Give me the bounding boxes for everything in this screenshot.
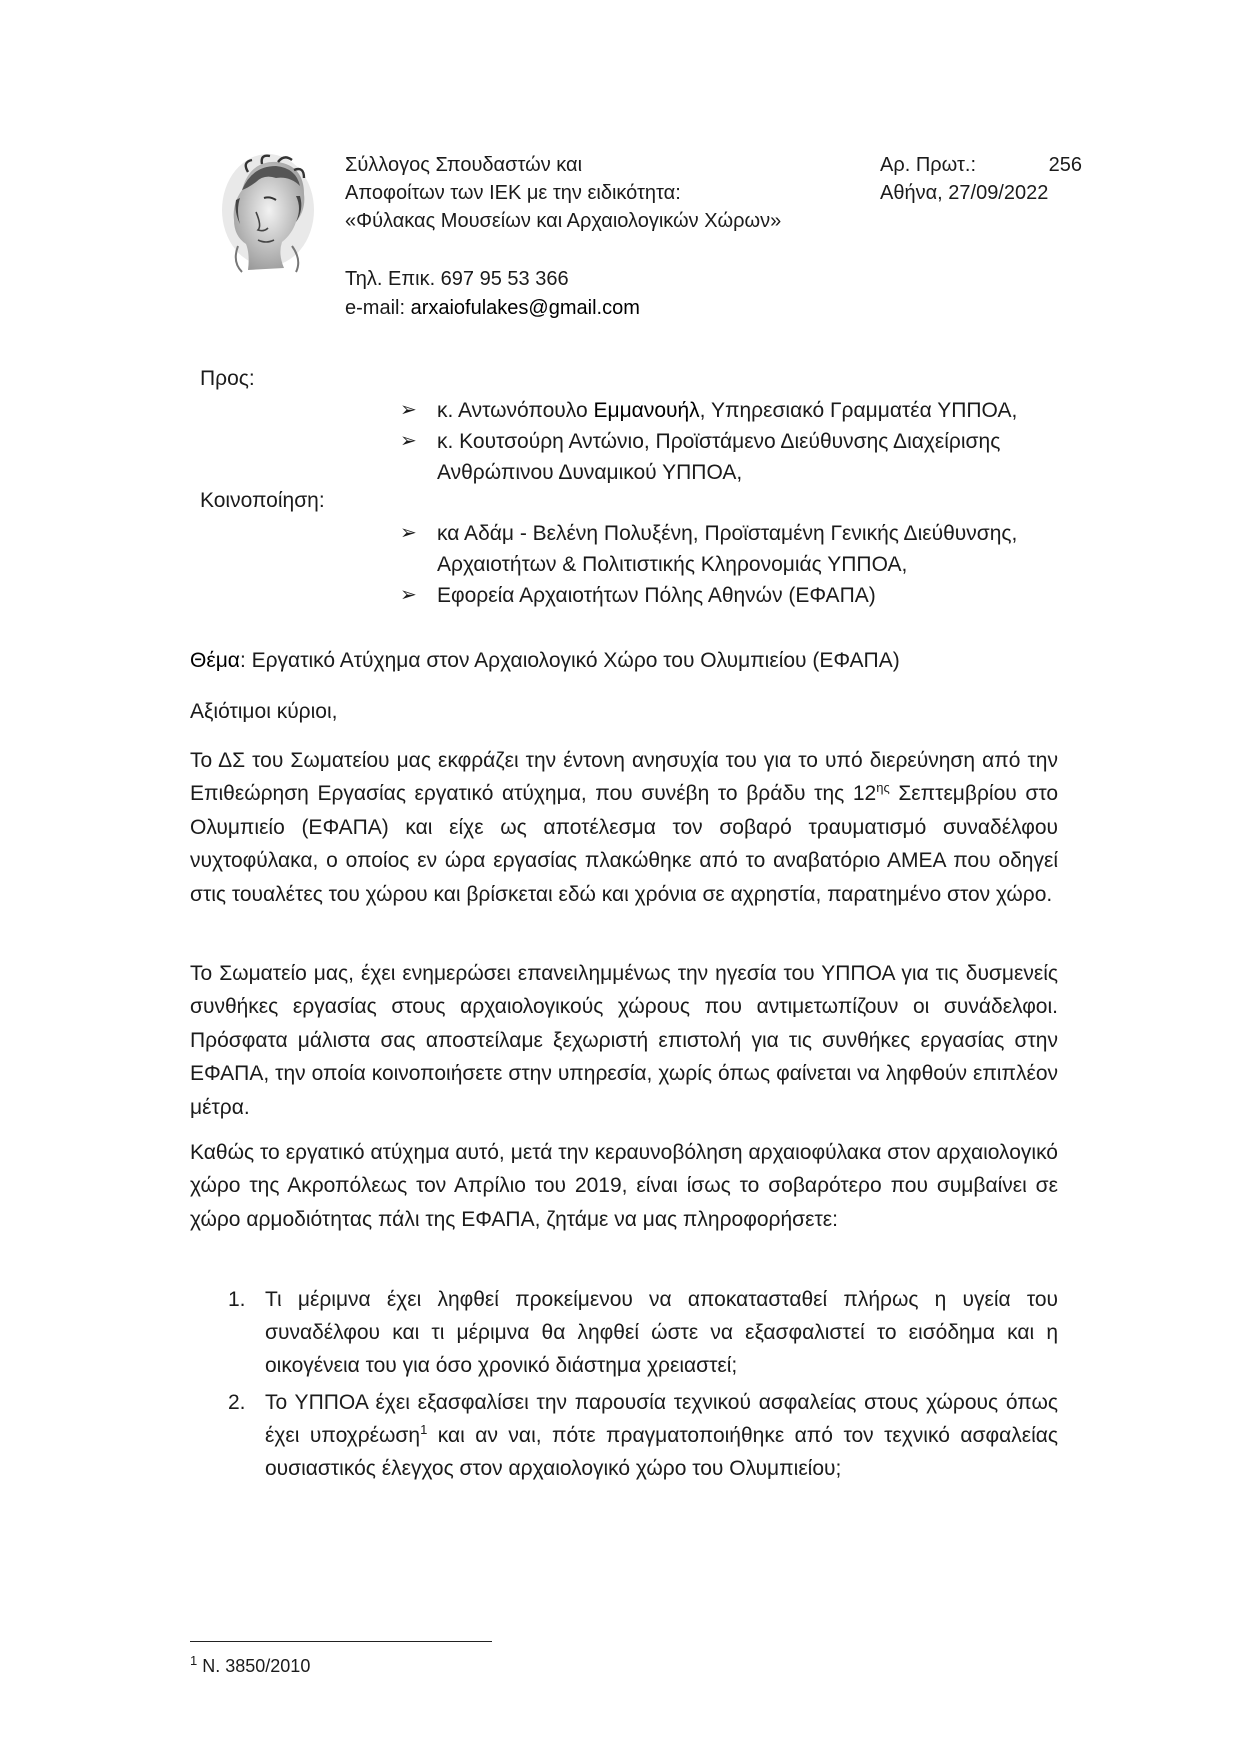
ordinal-superscript: ης xyxy=(876,780,890,796)
arrow-bullet-icon: ➢ xyxy=(400,399,417,421)
to-recipients-list xyxy=(400,395,1090,488)
organization-block xyxy=(345,151,781,235)
place-date: Αθήνα, 27/09/2022 xyxy=(880,182,1049,204)
paragraph-text: Το ΔΣ του Σωματείου μας εκφράζει την έντονη ανησυχία του για το υπό διερεύνηση από την Επιθεώρηση Εργασίας εργατικό ατύχημα, που συνέβη το βράδυ της 12 xyxy=(190,749,1058,806)
cc-label: Κοινοποίηση: xyxy=(200,489,325,512)
item-number: 2. xyxy=(228,1391,246,1414)
subject-line xyxy=(190,646,900,676)
union-logo xyxy=(212,150,320,276)
list-item xyxy=(400,426,1090,488)
item-text: Το ΥΠΠΟΑ έχει εξασφαλίσει την παρουσία τεχνικού ασφαλείας στους χώρους όπως έχει υποχρέωση xyxy=(265,1391,1058,1447)
paragraph-3: Καθώς το εργατικό ατύχημα αυτό, μετά την κεραυνοβόληση αρχαιοφύλακα στον αρχαιολογικό χώρο της Ακροπόλεως τον Απρίλιο του 2019, είναι ίσως το σοβαρότερο που συμβαίνει σε χώρο αρμοδιότητας πάλι της ΕΦΑΠΑ, ζητάμε να μας πληροφορήσετε: xyxy=(190,1141,1058,1231)
protocol-number: 256 xyxy=(1048,154,1082,176)
footnote xyxy=(190,1654,310,1678)
org-name-line-3: «Φύλακας Μουσείων και Αρχαιολογικών Χώρων» xyxy=(345,210,782,232)
cc-recipients-list xyxy=(400,518,1090,611)
contact-block xyxy=(345,265,640,323)
list-item xyxy=(190,1283,1058,1382)
recipient-name-emphasis: Εμμανουήλ xyxy=(593,399,700,422)
protocol-block xyxy=(880,151,1082,207)
list-item xyxy=(400,518,1090,580)
paragraph-text-cont: Σεπτεμβρίου στο Ολυμπιείο (ΕΦΑΠΑ) και είχε ως αποτέλεσμα τον σοβαρό τραυματισμό συναδέλφου νυχτοφύλακα, ο οποίος εν ώρα εργασίας πλακώθηκε από το αναβατόριο ΑΜΕΑ που οδηγεί στις τουαλέτες του χώρου και βρίσκεται εδώ και χρόνια σε αχρηστία, παρατημένο στον χώρο. xyxy=(190,782,1059,906)
footnote-separator xyxy=(190,1641,492,1642)
list-item xyxy=(400,395,1090,426)
recipient-text-rest: , Υπηρεσιακό Γραμματέα ΥΠΠΟΑ, xyxy=(699,399,1018,422)
subject-text: : Εργατικό Ατύχημα στον Αρχαιολογικό Χώρο του Ολυμπιείου (ΕΦΑΠΑ) xyxy=(239,649,900,672)
recipient-text: κ. Κουτσούρη Αντώνιο, Προϊστάμενο Διεύθυνσης Διαχείρισης Ανθρώπινου Δυναμικού ΥΠΠΟΑ, xyxy=(437,430,1001,484)
email-address[interactable]: arxaiofulakes@gmail.com xyxy=(410,297,640,319)
org-name-line-2: Αποφοίτων των ΙΕΚ με την ειδικότητα: xyxy=(345,182,681,204)
paragraph-2: Το Σωματείο μας, έχει ενημερώσει επανειλημμένως την ηγεσία του ΥΠΠΟΑ για τις δυσμενείς συνθήκες εργασίας στους αρχαιολογικούς χώρους που αντιμετωπίζουν οι συνάδελφοι. Πρόσφατα μάλιστα σας αποστείλαμε ξεχωριστή επιστολή για τις συνθήκες εργασίας στην ΕΦΑΠΑ, την οποία κοινοποιήσετε στην υπηρεσία, χωρίς όπως φαίνεται να ληφθούν επιπλέον μέτρα. xyxy=(190,962,1058,1119)
salutation: Αξιότιμοι κύριοι, xyxy=(190,700,338,723)
arrow-bullet-icon: ➢ xyxy=(400,522,417,544)
to-label: Προς: xyxy=(200,367,255,390)
list-item xyxy=(190,1386,1058,1485)
item-text-cont: και αν ναι, πότε πραγματοποιήθηκε από τον τεχνικό ασφαλείας ουσιαστικός έλεγχος στον αρχαιολογικό χώρο του Ολυμπιείου; xyxy=(265,1424,1059,1480)
phone-line: Τηλ. Επικ. 697 95 53 366 xyxy=(345,268,569,290)
paragraph-1 xyxy=(190,744,1058,911)
footnote-marker: 1 xyxy=(190,1653,198,1668)
footnote-reference[interactable]: 1 xyxy=(420,1422,428,1437)
footnote-text: Ν. 3850/2010 xyxy=(197,1656,311,1676)
recipient-text: κ. Αντωνόπουλο xyxy=(437,399,594,422)
arrow-bullet-icon: ➢ xyxy=(400,584,417,606)
arrow-bullet-icon: ➢ xyxy=(400,430,417,452)
recipient-text: κα Αδάμ - Βελένη Πολυξένη, Προϊσταμένη Γενικής Διεύθυνσης, Αρχαιοτήτων & Πολιτιστικής Κληρονομιάς ΥΠΠΟΑ, xyxy=(437,522,1018,576)
item-number: 1. xyxy=(228,1288,246,1311)
recipient-text: Εφορεία Αρχαιοτήτων Πόλης Αθηνών (ΕΦΑΠΑ) xyxy=(437,584,876,607)
item-text: Τι μέριμνα έχει ληφθεί προκείμενου να αποκατασταθεί πλήρως η υγεία του συναδέλφου και τι μέριμνα θα ληφθεί ώστε να εξασφαλιστεί το εισόδημα και η οικογένεια του για όσο χρονικό διάστημα χρειαστεί; xyxy=(265,1288,1058,1377)
subject-label: Θέμα xyxy=(190,649,240,672)
list-item xyxy=(400,580,1090,611)
email-label: e-mail: xyxy=(345,297,411,319)
org-name-line-1: Σύλλογος Σπουδαστών και xyxy=(345,154,583,176)
protocol-label: Αρ. Πρωτ.: xyxy=(880,154,976,176)
protocol-line xyxy=(880,151,1082,179)
request-list xyxy=(190,1283,1058,1485)
email-line xyxy=(345,294,640,323)
